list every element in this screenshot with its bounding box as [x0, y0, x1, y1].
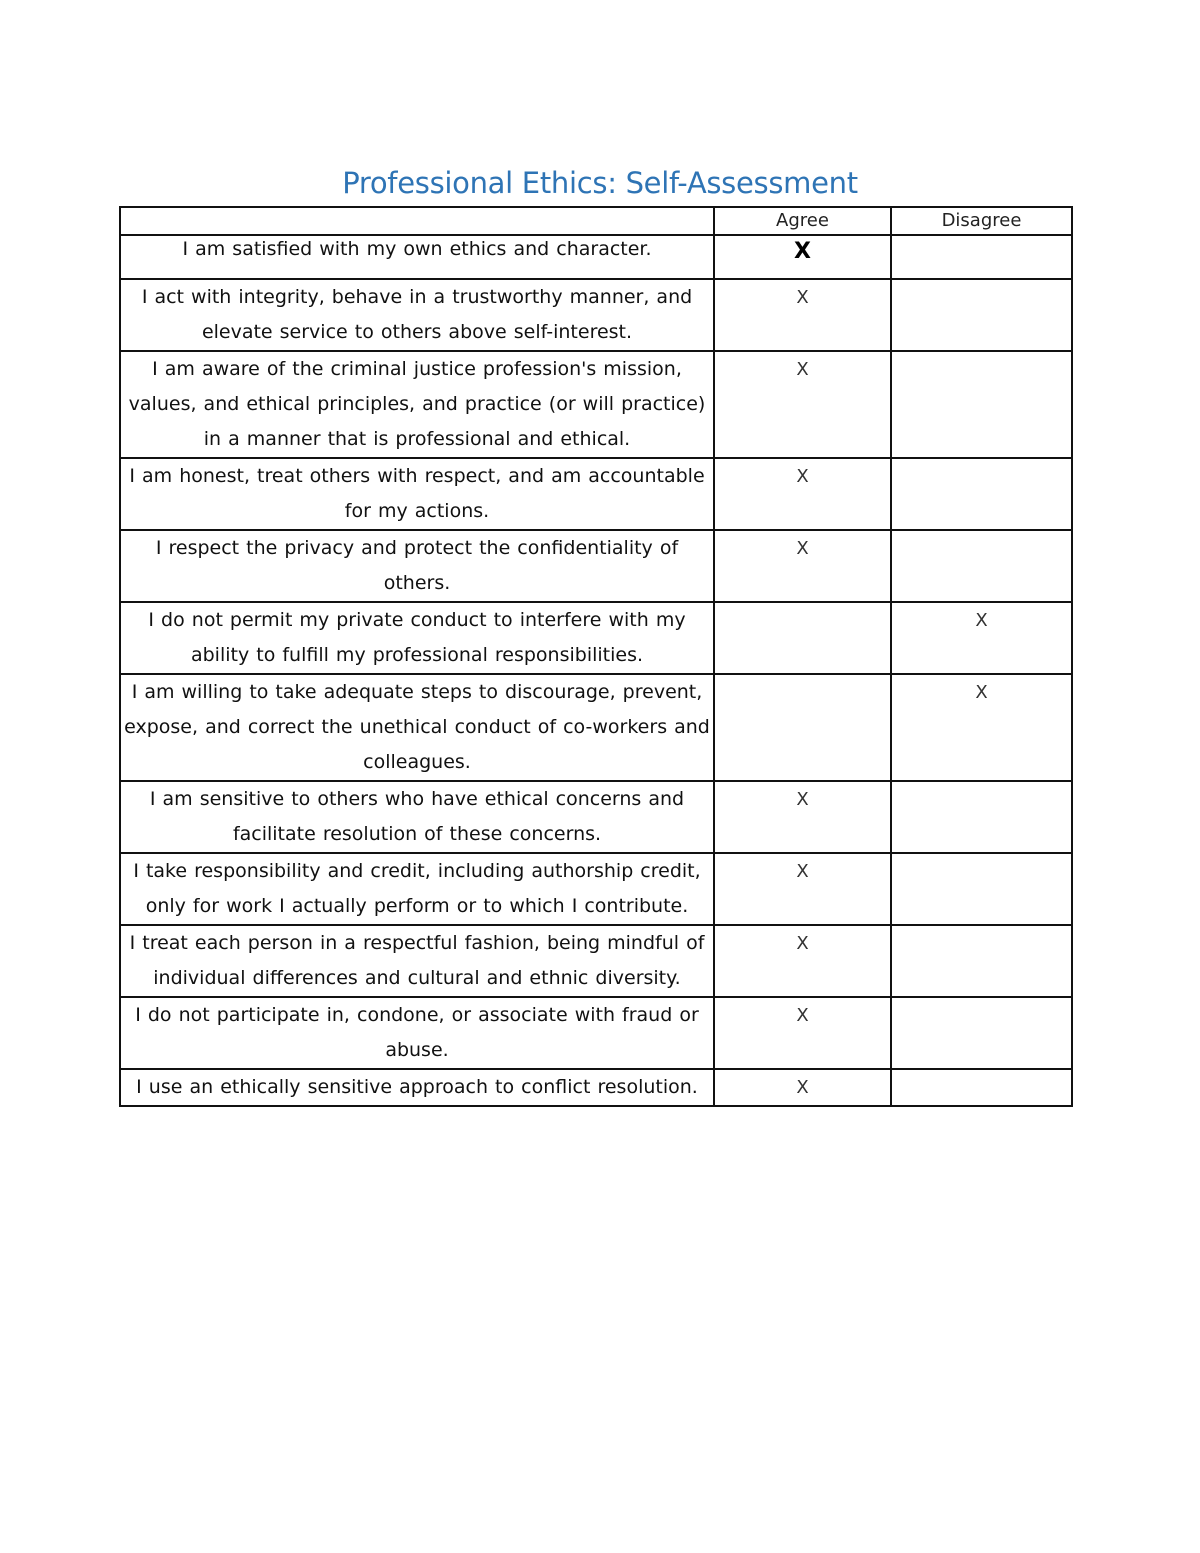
agree-mark: X	[714, 235, 891, 279]
statement-cell: I am sensitive to others who have ethical concerns and facilitate resolution of these concerns.	[120, 781, 714, 853]
agree-mark: X	[714, 925, 891, 997]
agree-mark: X	[714, 781, 891, 853]
table-row	[120, 1069, 1072, 1106]
statement-cell: I am aware of the criminal justice profession's mission, values, and ethical principles, and practice (or will practice) in a manner that is professional and ethical.	[120, 351, 714, 458]
statement-cell: I am honest, treat others with respect, and am accountable for my actions.	[120, 458, 714, 530]
agree-mark: X	[714, 351, 891, 458]
page-title: Professional Ethics: Self-Assessment	[342, 166, 858, 200]
table-row	[120, 997, 1072, 1069]
disagree-mark: X	[891, 674, 1072, 781]
statement-cell: I respect the privacy and protect the confidentiality of others.	[120, 530, 714, 602]
disagree-column-header: Disagree	[891, 207, 1072, 235]
statement-cell: I do not permit my private conduct to interfere with my ability to fulfill my professional responsibilities.	[120, 602, 714, 674]
table-row	[120, 925, 1072, 997]
table-row	[120, 602, 1072, 674]
agree-mark: X	[714, 458, 891, 530]
disagree-mark	[891, 279, 1072, 351]
agree-mark: X	[714, 853, 891, 925]
statement-cell: I do not participate in, condone, or associate with fraud or abuse.	[120, 997, 714, 1069]
disagree-mark	[891, 235, 1072, 279]
table-row	[120, 781, 1072, 853]
agree-mark	[714, 602, 891, 674]
agree-column-header: Agree	[714, 207, 891, 235]
agree-mark: X	[714, 997, 891, 1069]
table-row	[120, 351, 1072, 458]
statement-cell: I use an ethically sensitive approach to conflict resolution.	[120, 1069, 714, 1106]
disagree-mark	[891, 530, 1072, 602]
table-row	[120, 530, 1072, 602]
statement-cell: I am willing to take adequate steps to discourage, prevent, expose, and correct the unethical conduct of co-workers and colleagues.	[120, 674, 714, 781]
agree-mark: X	[714, 1069, 891, 1106]
statement-column-header	[120, 207, 714, 235]
disagree-mark	[891, 781, 1072, 853]
table-header-row	[120, 207, 1072, 235]
agree-mark	[714, 674, 891, 781]
table-row	[120, 279, 1072, 351]
disagree-mark	[891, 853, 1072, 925]
disagree-mark	[891, 351, 1072, 458]
agree-mark: X	[714, 279, 891, 351]
table-row	[120, 235, 1072, 279]
statement-cell: I take responsibility and credit, including authorship credit, only for work I actually perform or to which I contribute.	[120, 853, 714, 925]
self-assessment-table	[119, 206, 1073, 1107]
statement-cell: I act with integrity, behave in a trustworthy manner, and elevate service to others above self-interest.	[120, 279, 714, 351]
disagree-mark	[891, 925, 1072, 997]
table-row	[120, 674, 1072, 781]
table-row	[120, 458, 1072, 530]
disagree-mark: X	[891, 602, 1072, 674]
table-row	[120, 853, 1072, 925]
statement-cell: I treat each person in a respectful fashion, being mindful of individual differences and cultural and ethnic diversity.	[120, 925, 714, 997]
disagree-mark	[891, 1069, 1072, 1106]
statement-cell: I am satisfied with my own ethics and character.	[120, 235, 714, 279]
disagree-mark	[891, 458, 1072, 530]
agree-mark: X	[714, 530, 891, 602]
disagree-mark	[891, 997, 1072, 1069]
